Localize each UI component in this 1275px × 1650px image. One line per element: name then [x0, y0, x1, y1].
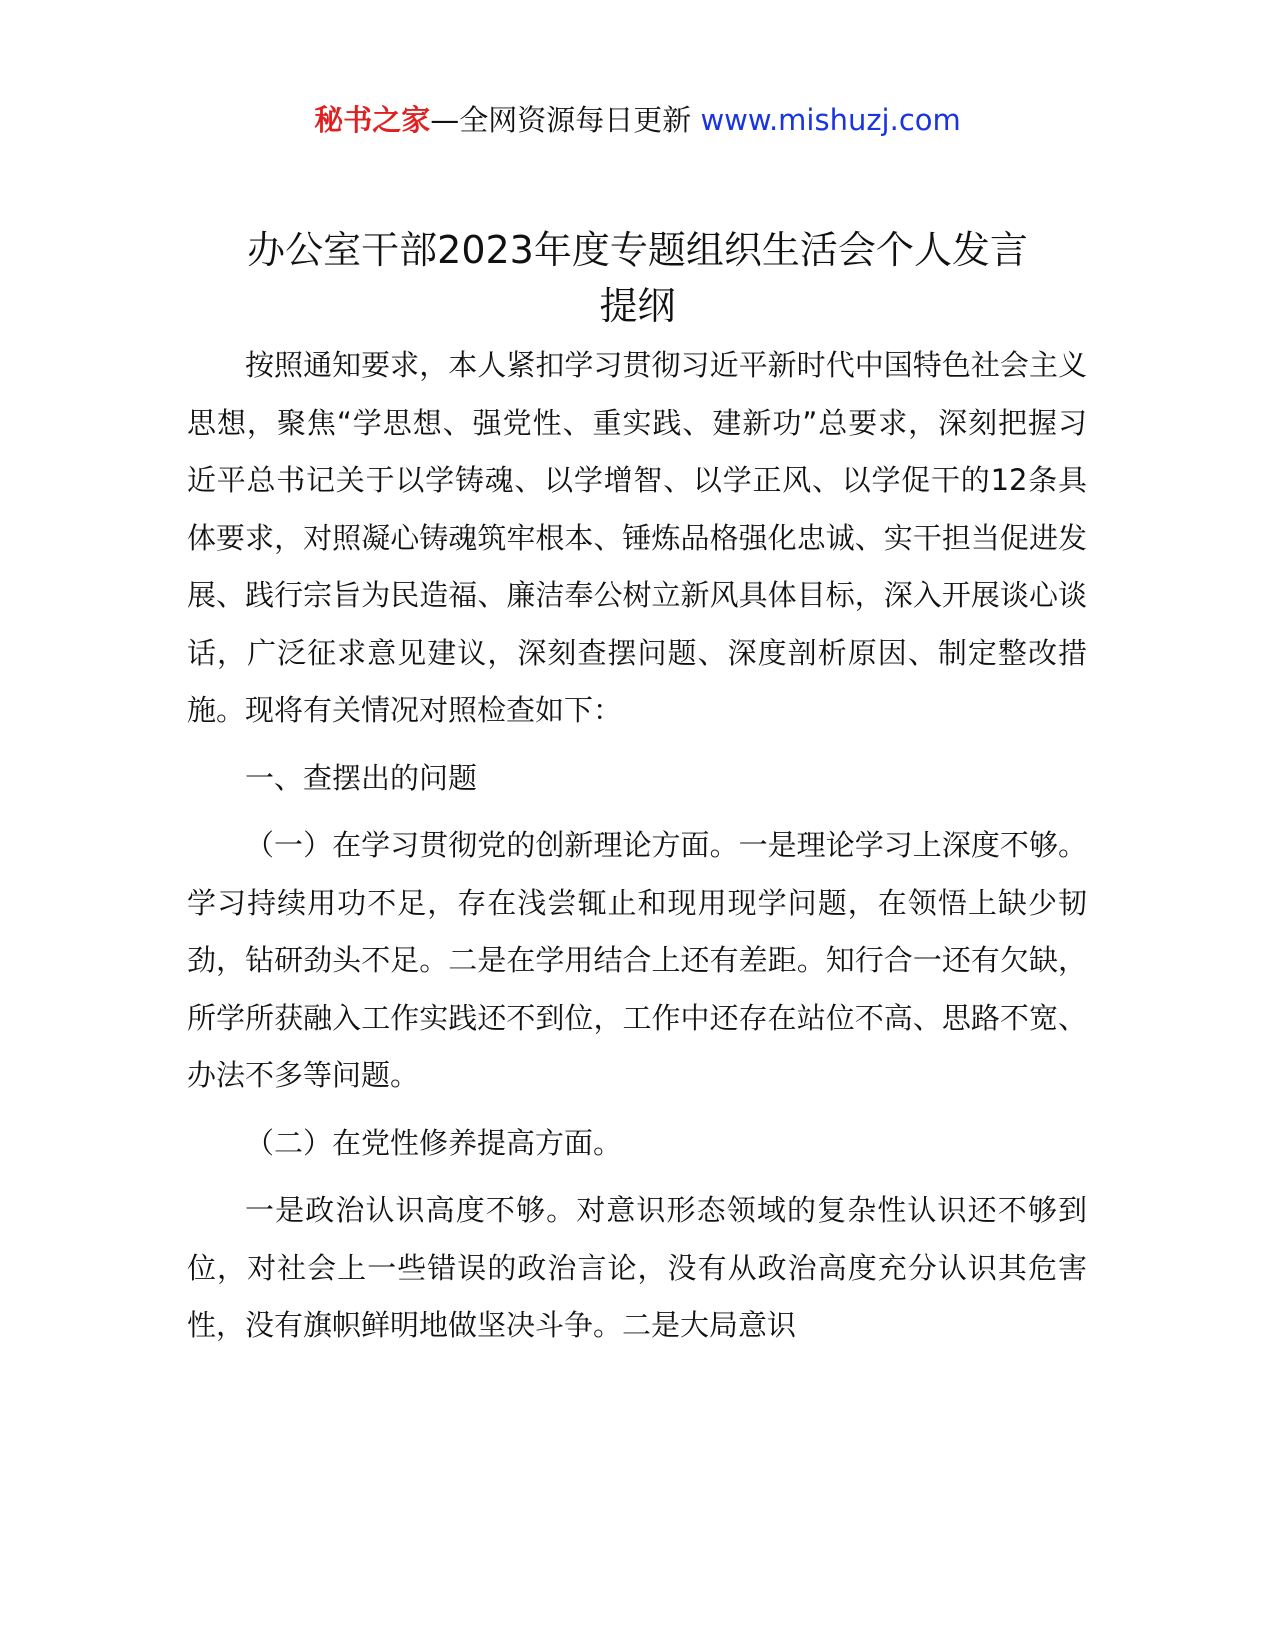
brand-name: 秘书之家 [314, 103, 431, 137]
document-body [187, 337, 1087, 1355]
section-heading-1: 一、查摆出的问题 [245, 760, 478, 795]
intro-paragraph: 按照通知要求，本人紧扣学习贯彻习近平新时代中国特色社会主义思想，聚焦“学思想、强党性、重实践、建新功”总要求，深刻把握习近平总书记关于以学铸魂、以学增智、以学正风、以学促干的12条具体要求，对照凝心铸魂筑牢根本、锤炼品格强化忠诚、实干担当促进发展、践行宗旨为民造福、廉洁奉公树立新风具体目标，深入开展谈心谈话，广泛征求意见建议，深刻查摆问题、深度剖析原因、制定整改措施。现将有关情况对照检查如下： [187, 348, 1087, 727]
subsection-2-heading: （二）在党性修养提高方面。 [245, 1125, 623, 1160]
title-line-2: 提纲 [599, 284, 676, 328]
document-title [150, 222, 1125, 334]
subsection-1-paragraph: （一）在学习贯彻党的创新理论方面。一是理论学习上深度不够。学习持续用功不足，存在浅尝辄止和现用现学问题，在领悟上缺少韧劲，钻研劲头不足。二是在学用结合上还有差距。知行合一还有欠缺，所学所获融入工作实践还不到位，工作中还存在站位不高、思路不宽、办法不多等问题。 [187, 828, 1087, 1092]
site-url-link[interactable]: www.mishuzj.com [700, 103, 961, 137]
header-tagline: —全网资源每日更新 [430, 103, 701, 137]
title-line-1: 办公室干部2023年度专题组织生活会个人发言 [247, 228, 1028, 272]
subsection-2-paragraph: 一是政治认识高度不够。对意识形态领域的复杂性认识还不够到位，对社会上一些错误的政治言论，没有从政治高度充分认识其危害性，没有旗帜鲜明地做坚决斗争。二是大局意识 [187, 1193, 1087, 1342]
site-header [0, 100, 1275, 140]
